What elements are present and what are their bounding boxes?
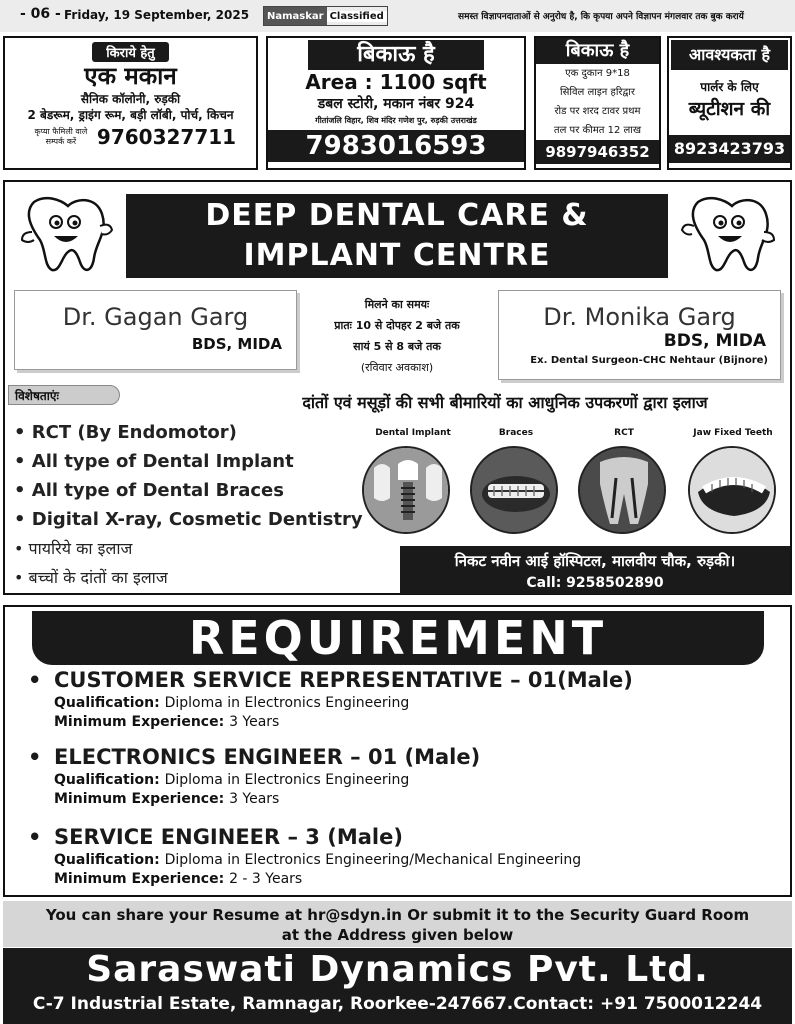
ad-rent-note: कृप्या फैमिली वाले सम्पर्क करें — [34, 127, 88, 146]
treatment-tagline: दांतों एवं मसूड़ों की सभी बीमारियों का आधुनिक उपकरणों द्वारा इलाज — [302, 393, 708, 412]
job-qualification — [28, 695, 633, 711]
ad-wanted-line2: ब्यूटीशन की — [688, 98, 771, 120]
experience-label: Minimum Experience: — [54, 714, 225, 730]
job-title: • SERVICE ENGINEER – 3 (Male) — [28, 825, 581, 849]
timing-evening: सायं 5 से 8 बजे तक — [353, 340, 441, 353]
doctor-2-degree: BDS, MIDA — [663, 331, 766, 351]
job-experience — [28, 871, 581, 887]
ad-rent-contact — [5, 125, 256, 149]
experience-label: Minimum Experience: — [54, 871, 225, 887]
doctor-2-name: Dr. Monika Garg — [543, 303, 736, 331]
service-label-jaw: Jaw Fixed Teeth — [693, 428, 773, 438]
qualification-label: Qualification: — [54, 772, 160, 788]
job-experience — [28, 791, 480, 807]
ad-house-sale — [266, 36, 526, 170]
ad-shop-line3: रोड पर शरद टावर प्रथम — [554, 106, 641, 117]
classified-logo — [263, 6, 388, 26]
feature-item: • All type of Dental Implant — [14, 447, 374, 476]
qualification-value: Diploma in Electronics Engineering/Mechanical Engineering — [164, 852, 582, 868]
clinic-call: Call: 9258502890 — [526, 575, 664, 591]
advertiser-notice: समस्त विज्ञापनदाताओं से अनुरोध है, कि कृपया अपने विज्ञापन मंगलवार तक बुक करायें — [458, 12, 744, 22]
clinic-address: निकट नवीन आई हॉस्पिटल, मालवीय चौक, रुड़की। — [454, 552, 736, 570]
doctor-card-1 — [14, 290, 297, 370]
clinic-timing — [300, 294, 494, 378]
logo-part-b: Classified — [327, 11, 387, 22]
ad-wanted-phone: 8923423793 — [669, 135, 790, 163]
ad-shop-tag: बिकाऊ है — [536, 38, 659, 64]
doctor-2-extra: Ex. Dental Surgeon-CHC Nehtaur (Bijnore) — [530, 355, 768, 366]
features-label: विशेषताएंः — [8, 385, 120, 405]
job-qualification — [28, 772, 480, 788]
resume-line-2: at the Address given below — [281, 926, 514, 944]
tooth-mascot-left — [16, 192, 116, 278]
feature-item: • RCT (By Endomotor) — [14, 418, 374, 447]
feature-item: • बच्चों के दांतों का इलाज — [14, 563, 374, 592]
doctor-1-name: Dr. Gagan Garg — [62, 303, 249, 331]
page-number: - 06 - — [20, 6, 61, 22]
service-label-implant: Dental Implant — [375, 428, 451, 438]
feature-item: • Digital X-ray, Cosmetic Dentistry — [14, 505, 374, 534]
qualification-value: Diploma in Electronics Engineering — [164, 772, 410, 788]
timing-morning: प्रातः 10 से दोपहर 2 बजे तक — [334, 319, 460, 332]
job-title: • CUSTOMER SERVICE REPRESENTATIVE – 01(Male) — [28, 668, 633, 692]
features-list — [14, 418, 374, 592]
ad-shop-line1: एक दुकान 9*18 — [565, 68, 630, 79]
job-listing-1 — [28, 668, 633, 730]
company-footer — [3, 948, 792, 1024]
service-label-rct: RCT — [614, 428, 634, 438]
ad-sale-phone: 7983016593 — [268, 130, 524, 162]
timing-off: (रविवार अवकाश) — [360, 361, 434, 374]
experience-value: 2 - 3 Years — [229, 871, 303, 887]
qualification-value: Diploma in Electronics Engineering — [164, 695, 410, 711]
job-qualification — [28, 852, 581, 868]
ad-beautician-wanted — [667, 36, 792, 170]
ad-rent-location: सैनिक कॉलोनी, रुड़की — [80, 92, 181, 106]
ad-rent-desc: 2 बेडरूम, ड्राइंग रूम, बड़ी लॉबी, पोर्च, किचन — [27, 108, 234, 122]
company-name: Saraswati Dynamics Pvt. Ltd. — [86, 949, 709, 990]
ad-rent-tag: किराये हेतु — [92, 42, 168, 62]
company-address: C-7 Industrial Estate, Ramnagar, Roorkee-247667.Contact: +91 7500012244 — [32, 994, 763, 1014]
tooth-mascot-right — [680, 192, 780, 278]
qualification-label: Qualification: — [54, 695, 160, 711]
ad-shop-line4: तल पर कीमत 12 लाख — [553, 125, 642, 136]
timing-title: मिलने का समयः — [364, 298, 430, 311]
resume-line-1: You can share your Resume at hr@sdyn.in Or submit it to the Security Guard Room — [45, 906, 750, 924]
clinic-title-line2: IMPLANT CENTRE — [243, 238, 551, 273]
ad-house-rent — [3, 36, 258, 170]
experience-label: Minimum Experience: — [54, 791, 225, 807]
ad-sale-tag: बिकाऊ है — [308, 40, 484, 70]
ad-sale-area: Area : 1100 sqft — [305, 70, 487, 94]
ad-shop-line2: सिविल लाइन हरिद्वार — [560, 87, 635, 98]
jaw-fixed-teeth-image — [688, 446, 776, 534]
experience-value: 3 Years — [229, 714, 280, 730]
rct-image — [578, 446, 666, 534]
braces-image — [470, 446, 558, 534]
clinic-title-line1: DEEP DENTAL CARE & — [205, 198, 589, 233]
resume-instructions — [3, 901, 792, 947]
doctor-1-degree: BDS, MIDA — [191, 335, 282, 353]
ad-rent-title: एक मकान — [84, 62, 177, 90]
experience-value: 3 Years — [229, 791, 280, 807]
job-experience — [28, 714, 633, 730]
ad-wanted-tag: आवश्यकता है — [671, 40, 788, 70]
feature-item: • पायरिये का इलाज — [14, 534, 374, 563]
ad-sale-location: गीतांजलि विहार, शिव मंदिर गणेश पुर, रुड़की उत्तराखंड — [315, 116, 477, 125]
ad-shop-sale — [534, 36, 661, 170]
page-header — [0, 0, 795, 32]
logo-part-a: Namaskar — [264, 7, 327, 25]
ad-rent-phone: 9760327711 — [96, 125, 237, 149]
service-label-braces: Braces — [498, 428, 534, 438]
clinic-title — [126, 194, 668, 278]
qualification-label: Qualification: — [54, 852, 160, 868]
clinic-address-bar — [400, 546, 790, 594]
job-listing-2 — [28, 745, 480, 807]
requirement-title: REQUIREMENT — [32, 611, 764, 665]
job-title: • ELECTRONICS ENGINEER – 01 (Male) — [28, 745, 480, 769]
ad-shop-phone: 9897946352 — [536, 140, 659, 164]
ad-wanted-line1: पार्लर के लिए — [700, 80, 759, 94]
feature-item: • All type of Dental Braces — [14, 476, 374, 505]
ad-sale-desc: डबल स्टोरी, मकान नंबर 924 — [317, 96, 475, 112]
job-listing-3 — [28, 825, 581, 887]
doctor-card-2 — [498, 290, 781, 380]
dental-implant-image — [362, 446, 450, 534]
issue-date: Friday, 19 September, 2025 — [64, 8, 250, 22]
